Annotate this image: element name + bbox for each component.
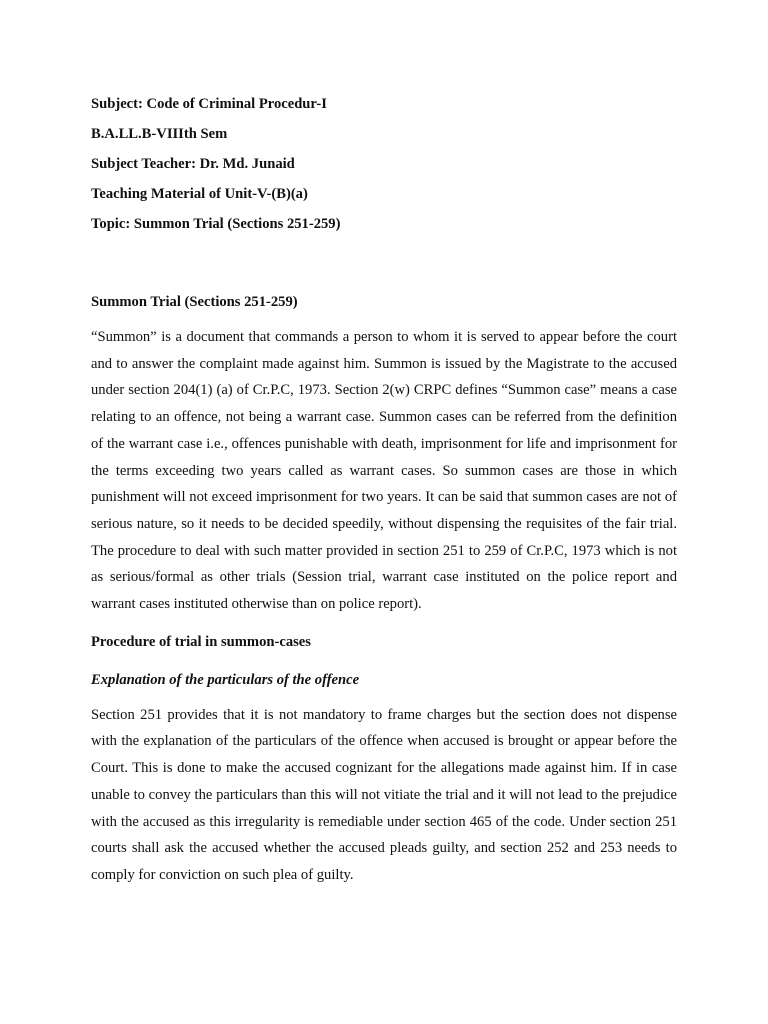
section-title: Summon Trial (Sections 251-259) [91, 294, 298, 310]
explanation-paragraph: Section 251 provides that it is not mandatory to frame charges but the section does not dispense with the explanation of the particulars of the offence when accused is brought or appear before the Court. This is done to make the accused cognizant for the allegations made against him. If in case unable to convey the particulars than this will not vitiate the trial and it will not lead to the prejudice with the accused as this irregularity is remediable under section 465 of the code. Under section 251 courts shall ask the accused whether the accused pleads guilty, and section 252 and 253 needs to comply for conviction on such plea of guilty. [91, 706, 677, 883]
intro-paragraph: “Summon” is a document that commands a person to whom it is served to appear before the court and to answer the complaint made against him. Summon is issued by the Magistrate to the accused under section 204(1) (a) of Cr.P.C, 1973. Section 2(w) CRPC defines “Summon case” means a case relating to an offence, not being a warrant case. Summon cases can be referred from the definition of the warrant case i.e., offences punishable with death, imprisonment for life and imprisonment for the terms exceeding two years called as warrant cases. So summon cases are those in which punishment will not exceed imprisonment for two years. It can be said that summon cases are not of serious nature, so it needs to be decided speedily, without dispensing the requisites of the fair trial. The procedure to deal with such matter provided in section 251 to 259 of Cr.P.C, 1973 which is not as serious/formal as other trials (Session trial, warrant case instituted on the police report and warrant cases instituted otherwise than on police report). [91, 329, 677, 613]
material-line: Teaching Material of Unit-V-(B)(a) [91, 186, 308, 202]
subject-line: Subject: Code of Criminal Procedur-I [91, 96, 327, 112]
procedure-heading: Procedure of trial in summon-cases [91, 633, 311, 650]
topic-line: Topic: Summon Trial (Sections 251-259) [91, 216, 341, 232]
course-line: B.A.LL.B-VIIIth Sem [91, 126, 228, 142]
document-header [91, 94, 677, 234]
explanation-heading: Explanation of the particulars of the offence [91, 671, 360, 688]
document-body [91, 292, 677, 889]
teacher-line: Subject Teacher: Dr. Md. Junaid [91, 156, 295, 172]
